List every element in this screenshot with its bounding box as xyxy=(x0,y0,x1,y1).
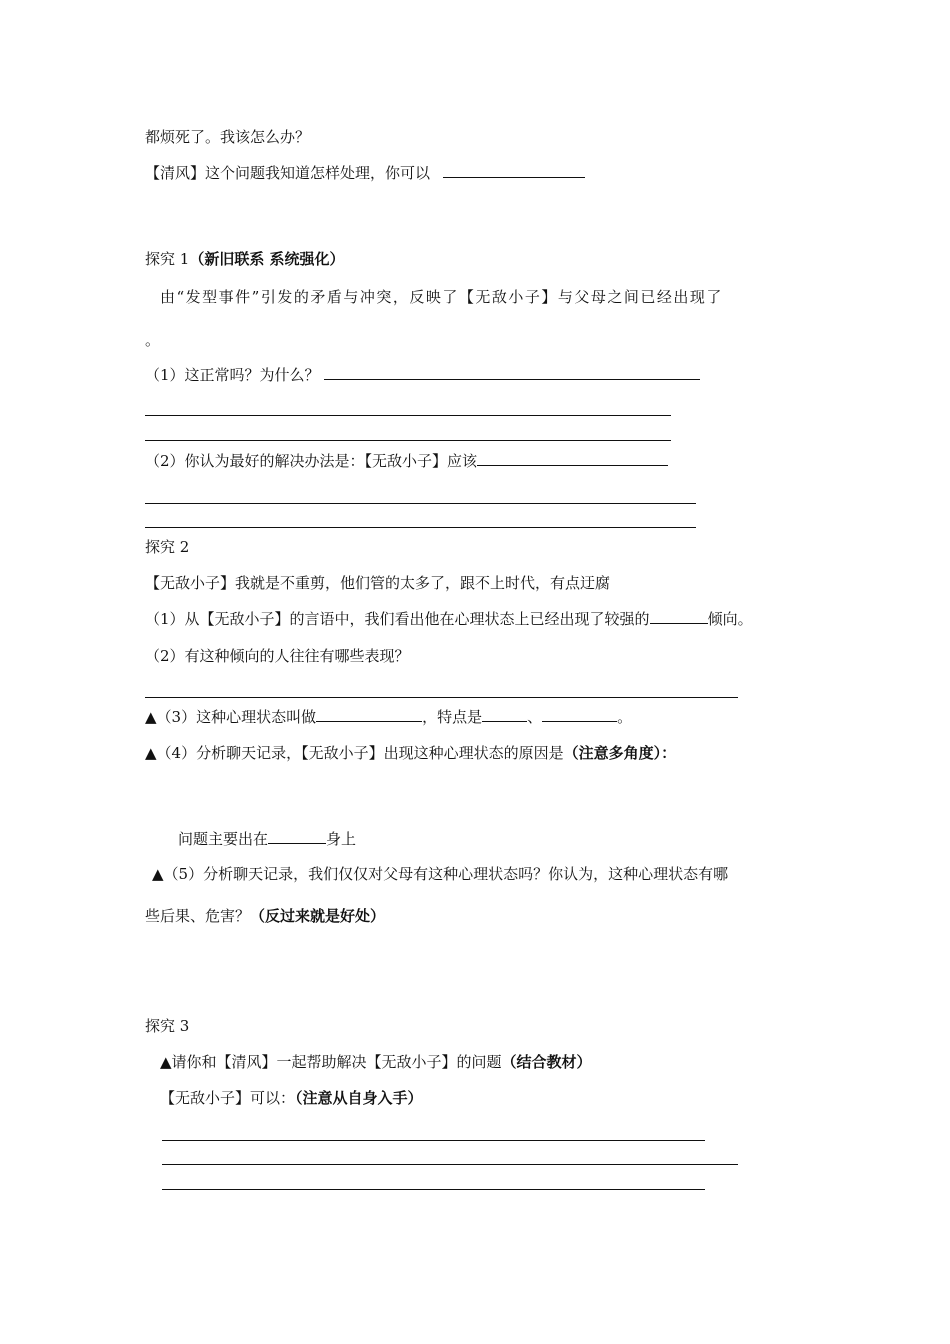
answer-line[interactable] xyxy=(162,1189,705,1190)
ex1-question-1 xyxy=(145,365,700,385)
ex2-question-4-note: （注意多角度）： xyxy=(563,744,677,762)
answer-line[interactable] xyxy=(145,527,696,528)
ex2-question-5-note: （反过来就是好处） xyxy=(250,907,386,925)
intro-line-1: 都烦死了。我该怎么办？ xyxy=(145,128,311,146)
ex1-heading-text: 探究 1 xyxy=(145,250,190,268)
ex3-can-text: 【无敌小子】可以： xyxy=(160,1089,296,1107)
answer-blank[interactable] xyxy=(542,707,617,722)
answer-blank[interactable] xyxy=(324,365,700,380)
answer-line[interactable] xyxy=(162,1140,705,1141)
ex3-heading: 探究 3 xyxy=(145,1017,190,1035)
ex2-question-2: （2）有这种倾向的人往往有哪些表现？ xyxy=(145,647,410,665)
ex1-heading-note: （新旧联系 系统强化） xyxy=(189,250,345,268)
ex2-question-1 xyxy=(145,609,753,629)
ex3-task-note: （结合教材） xyxy=(501,1053,592,1071)
ex2-question-4-sub-text: 问题主要出在 xyxy=(178,830,269,848)
ex2-heading: 探究 2 xyxy=(145,538,190,556)
ex2-question-1-text: （1）从【无敌小子】的言语中，我们看出他在心理状态上已经出现了较强的 xyxy=(145,610,650,628)
answer-blank[interactable] xyxy=(477,451,668,466)
ex1-question-2-text: （2）你认为最好的解决办法是：【无敌小子】应该 xyxy=(145,452,478,470)
ex2-question-4-text: ▲（4）分析聊天记录，【无敌小子】出现这种心理状态的原因是 xyxy=(145,744,564,762)
intro-line-2 xyxy=(145,163,585,183)
ex2-question-5: ▲（5）分析聊天记录，我们仅仅对父母有这种心理状态吗？你认为，这种心理状态有哪 xyxy=(152,865,729,883)
ex1-heading xyxy=(145,249,345,269)
answer-blank[interactable] xyxy=(316,707,422,722)
answer-blank[interactable] xyxy=(443,163,585,178)
answer-line[interactable] xyxy=(162,1164,738,1165)
ex1-paragraph-end: 。 xyxy=(145,331,161,349)
ex2-question-4-sub-end: 身上 xyxy=(326,830,357,848)
answer-line[interactable] xyxy=(145,440,671,441)
ex1-paragraph: 由“发型事件”引发的矛盾与冲突，反映了【无敌小子】与父母之间已经出现了 xyxy=(160,288,723,306)
ex3-task-text: ▲请你和【清风】一起帮助解决【无敌小子】的问题 xyxy=(160,1053,502,1071)
intro-line-2-text: 【清风】这个问题我知道怎样处理，你可以 xyxy=(145,164,431,182)
ex2-question-3-sep: 、 xyxy=(527,708,543,726)
ex2-question-1-end: 倾向。 xyxy=(707,610,753,628)
ex2-quote: 【无敌小子】我就是不重剪，他们管的太多了，跟不上时代，有点迂腐 xyxy=(145,574,611,592)
ex3-task xyxy=(160,1052,592,1072)
ex2-question-4 xyxy=(145,743,676,763)
ex2-question-3-mid: ，特点是 xyxy=(422,708,483,726)
ex1-question-2 xyxy=(145,451,668,471)
answer-blank[interactable] xyxy=(650,609,708,624)
ex1-question-1-text: （1）这正常吗？为什么？ xyxy=(145,366,320,384)
ex2-question-4-sub xyxy=(178,829,356,849)
ex3-can-note: （注意从自身入手） xyxy=(295,1089,423,1107)
answer-blank[interactable] xyxy=(268,829,326,844)
answer-line[interactable] xyxy=(145,503,696,504)
ex2-question-5-cont xyxy=(145,906,385,926)
ex3-can xyxy=(160,1088,423,1108)
ex2-question-5-cont-text: 些后果、危害？ xyxy=(145,907,251,925)
answer-line[interactable] xyxy=(145,697,738,698)
answer-blank[interactable] xyxy=(482,707,527,722)
ex2-question-3-end: 。 xyxy=(617,708,633,726)
ex2-question-3-text: ▲（3）这种心理状态叫做 xyxy=(145,708,317,726)
ex2-question-3 xyxy=(145,707,632,727)
answer-line[interactable] xyxy=(145,415,671,416)
